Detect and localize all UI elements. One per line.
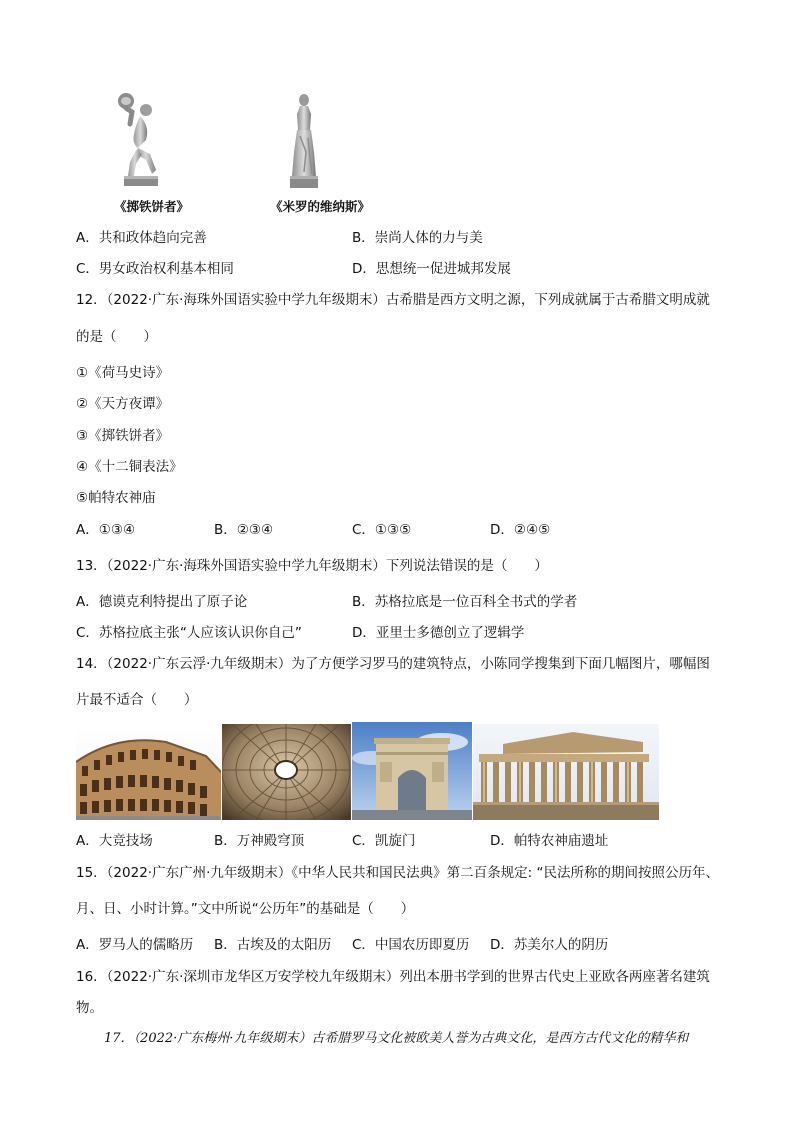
q17-stem-line1: 17．（2022·广东梅州·九年级期末）古希腊罗马文化被欧美人誉为古典文化，是西方古代文化的精华和 (104, 1031, 689, 1046)
q12-stem-line2: 的是（ ） (76, 329, 157, 345)
q12-item-4: ④《十二铜表法》 (76, 459, 183, 475)
q12-option-d[interactable]: D．②④⑤ (490, 522, 551, 538)
q15-option-a[interactable]: A．罗马人的儒略历 (76, 937, 194, 953)
q15-option-d[interactable]: D．苏美尔人的阴历 (490, 937, 609, 953)
q13-option-c[interactable]: C．苏格拉底主张“人应该认识你自己” (76, 625, 302, 641)
q12-item-3: ③《掷铁饼者》 (76, 428, 170, 444)
q14-stem-line2: 片最不适合（ ） (76, 692, 198, 708)
q12-item-2: ②《天方夜谭》 (76, 396, 170, 412)
q16-stem-line2: 物。 (76, 1000, 103, 1016)
q12-item-5: ⑤帕特农神庙 (76, 490, 156, 506)
q13-option-d[interactable]: D．亚里士多德创立了逻辑学 (352, 625, 525, 641)
q11-option-c[interactable]: C．男女政治权利基本相同 (76, 261, 234, 277)
q16-stem-line1: 16．（2022·广东·深圳市龙华区万安学校九年级期末）列出本册书学到的世界古代史上亚欧各两座著名建筑 (76, 969, 710, 985)
pantheon-dome-image (222, 724, 351, 820)
q15-stem-line2: 月、日、小时计算。”文中所说“公历年”的基础是（ ） (76, 901, 415, 917)
q11-option-b[interactable]: B．崇尚人体的力与美 (352, 230, 483, 246)
q15-option-b[interactable]: B．古埃及的太阳历 (214, 937, 332, 953)
q11-option-a[interactable]: A．共和政体趋向完善 (76, 230, 207, 246)
colosseum-image (76, 728, 221, 820)
q15-stem-line1: 15．（2022·广东广州·九年级期末）《中华人民共和国民法典》第二百条规定: “民法所称的期间按照公历年、 (76, 865, 719, 881)
discobolus-caption: 《掷铁饼者》 (114, 199, 190, 214)
q14-option-c[interactable]: C．凯旋门 (352, 833, 416, 849)
q12-option-c[interactable]: C．①③⑤ (352, 522, 412, 538)
q13-option-a[interactable]: A．德谟克利特提出了原子论 (76, 594, 248, 610)
q14-option-a[interactable]: A．大竞技场 (76, 833, 153, 849)
parthenon-ruins-image (473, 724, 659, 820)
q12-option-a[interactable]: A．①③④ (76, 522, 136, 538)
triumphal-arch-image (352, 722, 472, 820)
venus-caption: 《米罗的维纳斯》 (270, 199, 371, 214)
q15-option-c[interactable]: C．中国农历即夏历 (352, 937, 470, 953)
q14-option-b[interactable]: B．万神殿穹顶 (214, 833, 305, 849)
q12-option-b[interactable]: B．②③④ (214, 522, 274, 538)
q13-option-b[interactable]: B．苏格拉底是一位百科全书式的学者 (352, 594, 578, 610)
q14-option-d[interactable]: D．帕特农神庙遗址 (490, 833, 609, 849)
q12-stem-line1: 12．（2022·广东·海珠外国语实验中学九年级期末）古希腊是西方文明之源，下列成就属于古希腊文明成就 (76, 292, 710, 308)
q11-option-d[interactable]: D．思想统一促进城邦发展 (352, 261, 511, 277)
q12-item-1: ①《荷马史诗》 (76, 365, 170, 381)
q14-stem-line1: 14．（2022·广东云浮·九年级期末）为了方便学习罗马的建筑特点，小陈同学搜集到下面几幅图片，哪幅图 (76, 656, 710, 672)
q13-stem: 13．（2022·广东·海珠外国语实验中学九年级期末）下列说法错误的是（ ） (76, 558, 548, 574)
venus-de-milo-statue-image (284, 92, 324, 192)
discobolus-statue-image (110, 92, 168, 190)
